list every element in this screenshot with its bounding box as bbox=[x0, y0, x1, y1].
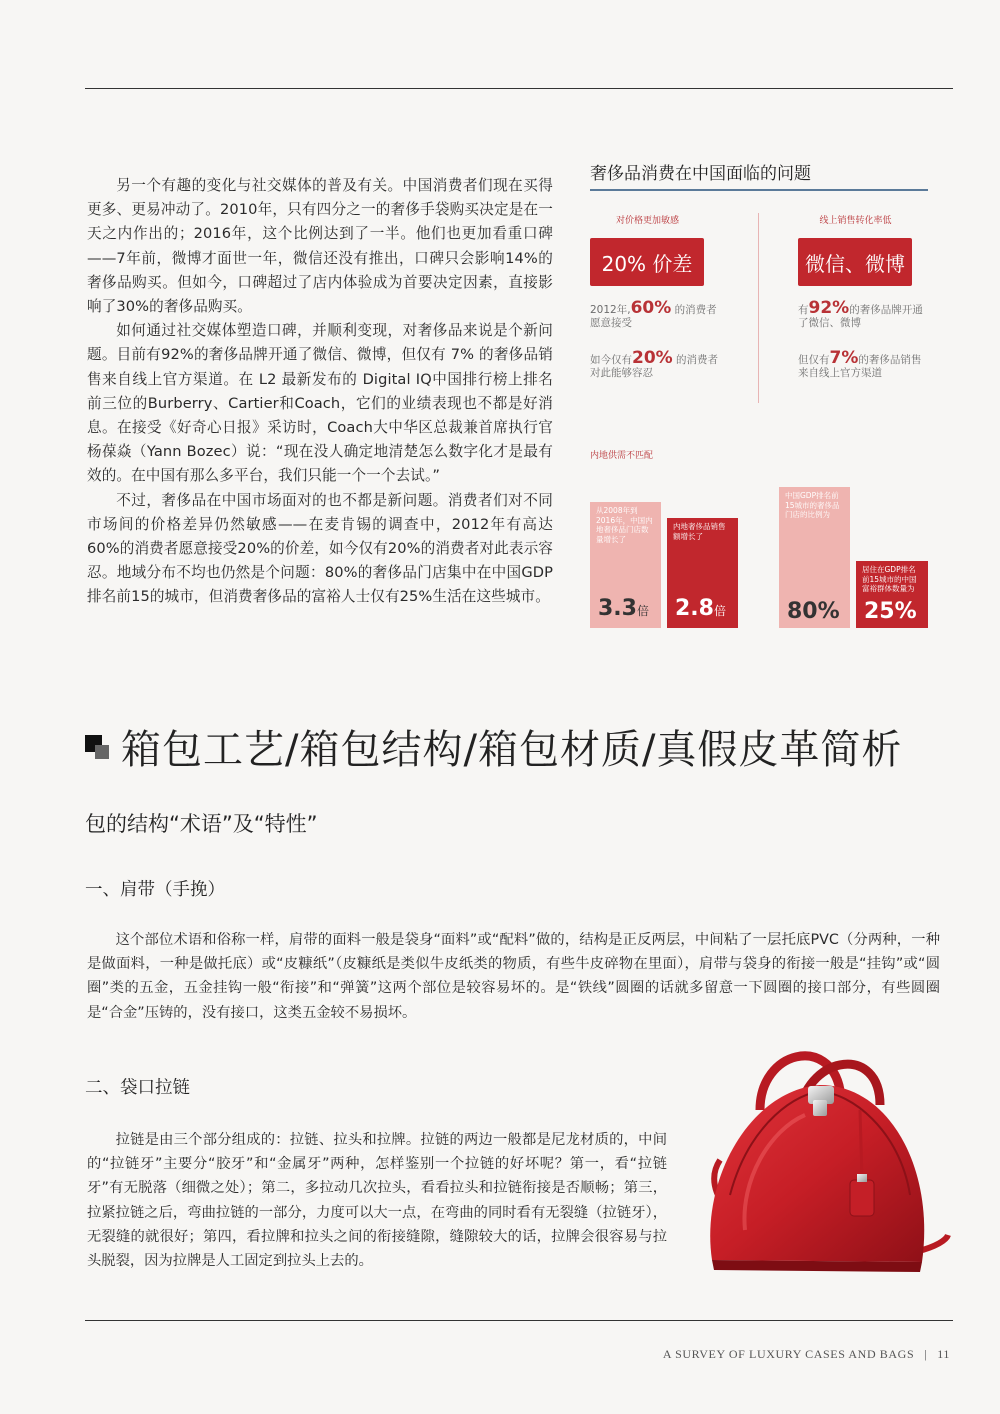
infographic bbox=[590, 155, 935, 635]
mismatch-label: 内地供需不匹配 bbox=[590, 451, 654, 461]
top-rule bbox=[85, 88, 953, 89]
paragraph-shoulder-strap: 这个部位术语和俗称一样，肩带的面料一般是袋身“面料”或“配料”做的，结构是正反两层，中间粘了一层托底PVC（分两种，一种是做面料，一种是做托底）或“皮糠纸”（皮糠纸是类似牛皮纸类的物质，有些牛皮碎物在里面），肩带与袋身的衔接一般是“挂钩”或“圆圈”类的五金，五金挂钩一般“衔接”和“弹簧”这两个部位是较容易坏的。是“铁线”圆圈的话就多留意一下圆圈的接口部分，有些圆圈是“合金”压铸的，没有接口，这类五金较不易损坏。 bbox=[87, 932, 940, 1021]
bar-value: 3.3倍 bbox=[598, 595, 649, 621]
online-conversion-column bbox=[798, 213, 948, 380]
price-sensitivity-label: 对价格更加敏感 bbox=[615, 216, 679, 226]
section-title: 箱包工艺/箱包结构/箱包材质/真假皮革简析 bbox=[85, 718, 902, 775]
bar-wealthy-share bbox=[856, 561, 928, 628]
paragraph-zipper: 拉链是由三个部分组成的：拉链、拉头和拉牌。拉链的两边一般都是尼龙材质的，中间的“拉链牙”主要分“胶牙”和“金属牙”两种，怎样鉴别一个拉链的好坏呢？第一，看“拉链牙”有无脱落（细微之处）；第二，多拉动几次拉头，看看拉头和拉链衔接是否顺畅；第三，拉紧拉链之后，弯曲拉链的一部分，力度可以大一点，在弯曲的同时看有无裂缝（拉链牙），无裂缝的就很好；第四，看拉牌和拉头之间的衔接缝隙，缝隙较大的话，拉牌会很容易与拉头脱裂，因为拉牌是人工固定到拉头上去的。 bbox=[87, 1132, 667, 1270]
page-number: 11 bbox=[937, 1347, 950, 1361]
stat-7: 但仅有7%的奢侈品销售 来自线上官方渠道 bbox=[798, 348, 922, 379]
bar-value: 25% bbox=[864, 598, 917, 624]
heading-shoulder-strap: 一、肩带（手挽） bbox=[85, 880, 225, 900]
bar-sales-growth bbox=[667, 518, 738, 628]
red-handbag-image bbox=[690, 1030, 952, 1280]
infographic-title-rule bbox=[590, 189, 928, 191]
bar-caption: 中国GDP排名前15城市的奢侈品门店的比例为 bbox=[785, 491, 840, 519]
heading-zipper: 二、袋口拉链 bbox=[85, 1078, 190, 1098]
bar-caption: 从2008年到2016年，中国内地奢侈品门店数量增长了 bbox=[596, 506, 653, 544]
bar-value: 2.8倍 bbox=[675, 595, 726, 621]
wechat-weibo-box: 微信、微博 bbox=[798, 238, 912, 286]
footer-title: A SURVEY OF LUXURY CASES AND BAGS bbox=[662, 1347, 915, 1361]
square-bullet-icon bbox=[85, 735, 109, 759]
article-body bbox=[87, 174, 553, 610]
bar-caption: 内地奢侈品销售额增长了 bbox=[673, 522, 726, 541]
bar-value: 80% bbox=[787, 598, 840, 624]
footer-separator: | bbox=[924, 1347, 928, 1361]
bar-caption: 居住在GDP排名前15城市的中国富裕群体数量为 bbox=[862, 565, 917, 593]
bottom-rule bbox=[85, 1320, 953, 1321]
online-conversion-label: 线上销售转化率低 bbox=[819, 216, 892, 226]
article-paragraph: 不过，奢侈品在中国市场面对的也不都是新问题。消费者们对不同市场间的价格差异仍然敏感——在麦肯锡的调查中，2012年有高达60%的消费者愿意接受20%的价差，如今仅有20%的消费者对此表示容忍。地域分布不均也仍然是个问题：80%的奢侈品门店集中在中国GDP排名前15的城市，但消费奢侈品的富裕人士仅有25%生活在这些城市。 bbox=[87, 491, 553, 606]
stat-now: 如今仅有20% 的消费者 对此能够容忍 bbox=[590, 348, 719, 379]
infographic-title: 奢侈品消费在中国面临的问题 bbox=[590, 164, 811, 184]
column-divider bbox=[758, 213, 759, 403]
stat-2012: 2012年,60% 的消费者 愿意接受 bbox=[590, 298, 717, 329]
article-paragraph: 如何通过社交媒体塑造口碑，并顺利变现，对奢侈品来说是个新问题。目前有92%的奢侈品牌开通了微信、微博，但仅有 7% 的奢侈品销售来自线上官方渠道。在 L2 最新发布的 Digital IQ中国排行榜上排名前三位的Burberry、Cartier和Coach，它们的业绩表现也不都是好消息。在接受《好奇心日报》采访时，Coach大中华区总裁兼首席执行官杨葆焱（Yann Bozec）说：“现在没人确定地清楚怎么数字化才是最有效的。在中国有那么多平台，我们只能一个一个去试。” bbox=[87, 322, 553, 485]
stat-92: 有92%的奢侈品牌开通 了微信、微博 bbox=[798, 298, 923, 329]
section-subtitle: 包的结构“术语”及“特性” bbox=[85, 812, 318, 836]
bar-store-growth bbox=[590, 502, 661, 628]
price-gap-box: 20% 价差 bbox=[590, 238, 704, 286]
bar-store-share bbox=[779, 487, 850, 628]
price-sensitivity-column bbox=[590, 213, 740, 380]
footer bbox=[663, 1347, 950, 1362]
article-paragraph: 另一个有趣的变化与社交媒体的普及有关。中国消费者们现在买得更多、更易冲动了。2010年，只有四分之一的奢侈手袋购买决定是在一天之内作出的；2016年，这个比例达到了一半。他们也更加看重口碑——7年前，微博才面世一年，微信还没有推出，口碑只会影响14%的奢侈品购买。但如今，口碑超过了店内体验成为首要决定因素，直接影响了30%的奢侈品购买。 bbox=[87, 177, 553, 316]
